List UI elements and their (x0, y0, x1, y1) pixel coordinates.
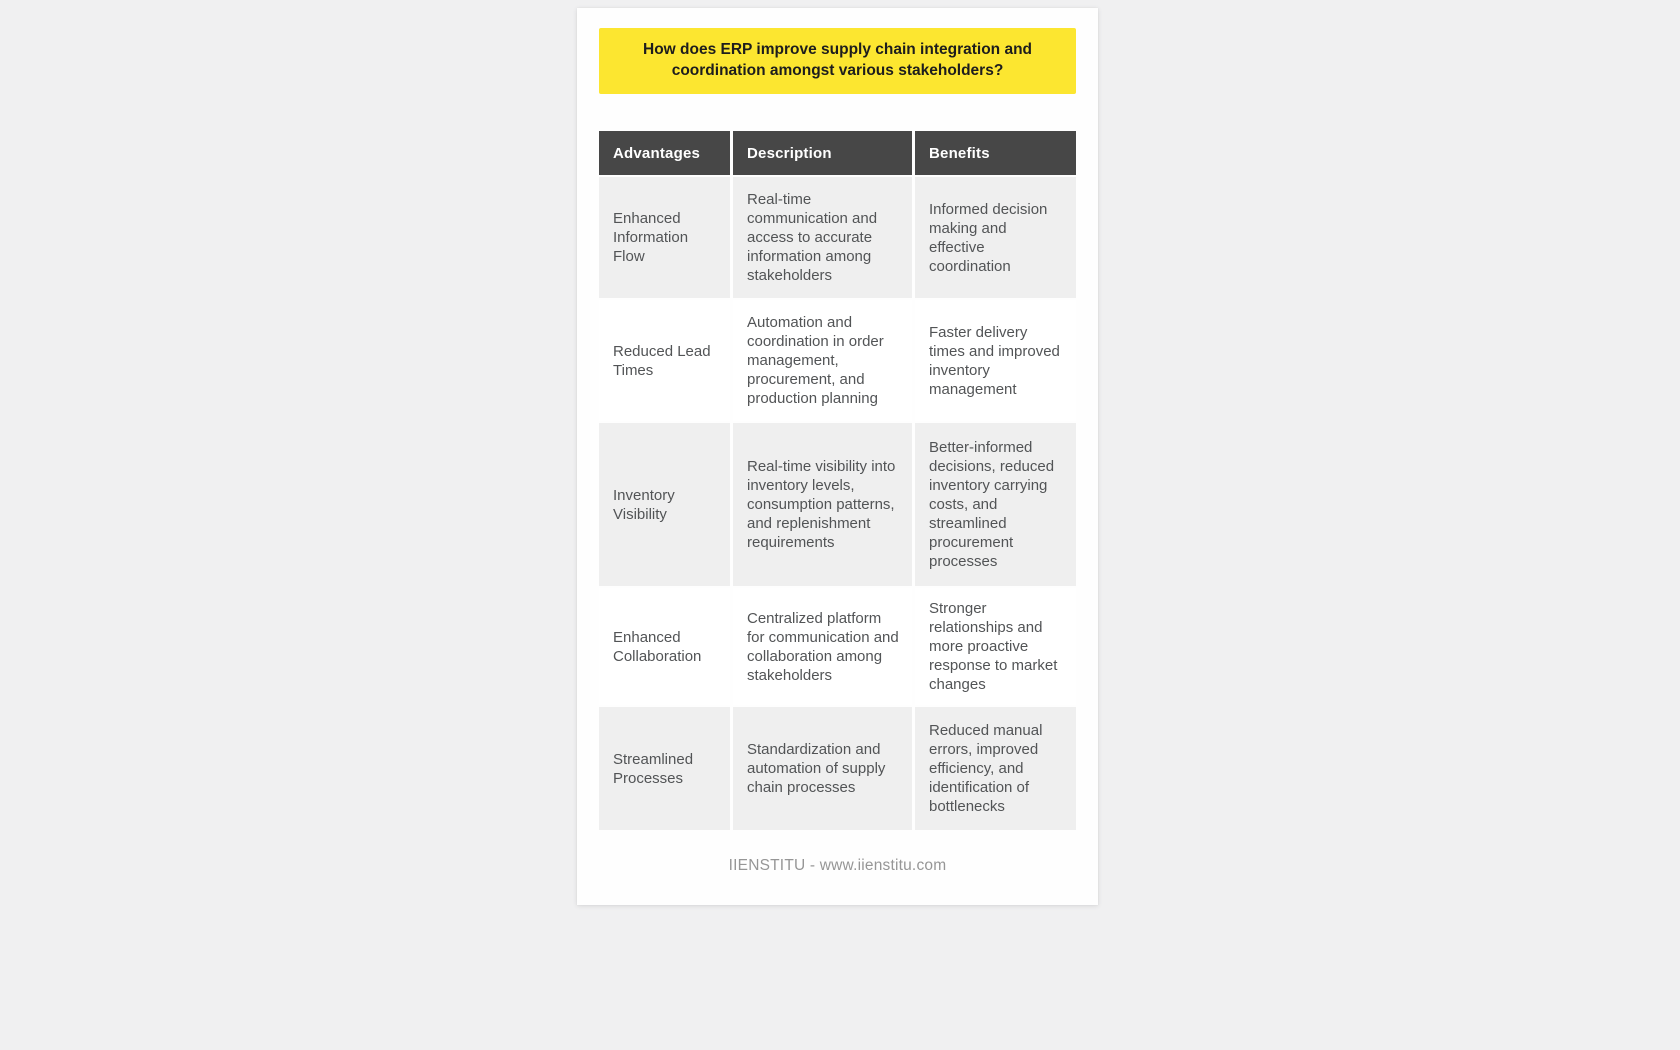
erp-advantages-table (599, 131, 1076, 830)
table-row (599, 705, 1076, 830)
column-header-advantages: Advantages (599, 131, 730, 175)
column-header-benefits: Benefits (912, 131, 1076, 175)
table-row (599, 421, 1076, 586)
question-title-text: How does ERP improve supply chain integration and coordination amongst various stakeholders? (643, 41, 1032, 79)
benefit-cell: Stronger relationships and more proactive response to market changes (912, 586, 1076, 705)
description-cell: Real-time communication and access to accurate information among stakeholders (730, 175, 912, 298)
benefit-cell: Faster delivery times and improved inventory management (912, 298, 1076, 421)
advantage-cell: Enhanced Information Flow (599, 175, 730, 298)
advantage-cell: Streamlined Processes (599, 705, 730, 830)
description-cell: Centralized platform for communication and collaboration among stakeholders (730, 586, 912, 705)
advantage-cell: Enhanced Collaboration (599, 586, 730, 705)
table-row (599, 298, 1076, 421)
advantage-cell: Inventory Visibility (599, 421, 730, 586)
benefit-cell: Better-informed decisions, reduced inventory carrying costs, and streamlined procurement processes (912, 421, 1076, 586)
footer-credit: IIENSTITU - www.iienstitu.com (728, 857, 947, 874)
benefit-cell: Informed decision making and effective coordination (912, 175, 1076, 298)
benefit-cell: Reduced manual errors, improved efficiency, and identification of bottlenecks (912, 705, 1076, 830)
description-cell: Automation and coordination in order management, procurement, and production planning (730, 298, 912, 421)
advantage-cell: Reduced Lead Times (599, 298, 730, 421)
column-header-description: Description (730, 131, 912, 175)
table-row (599, 586, 1076, 705)
description-cell: Standardization and automation of supply chain processes (730, 705, 912, 830)
infographic-card (577, 8, 1098, 905)
table-header-row (599, 131, 1076, 175)
description-cell: Real-time visibility into inventory levels, consumption patterns, and replenishment requirements (730, 421, 912, 586)
question-title-highlight (599, 28, 1076, 94)
table-row (599, 175, 1076, 298)
